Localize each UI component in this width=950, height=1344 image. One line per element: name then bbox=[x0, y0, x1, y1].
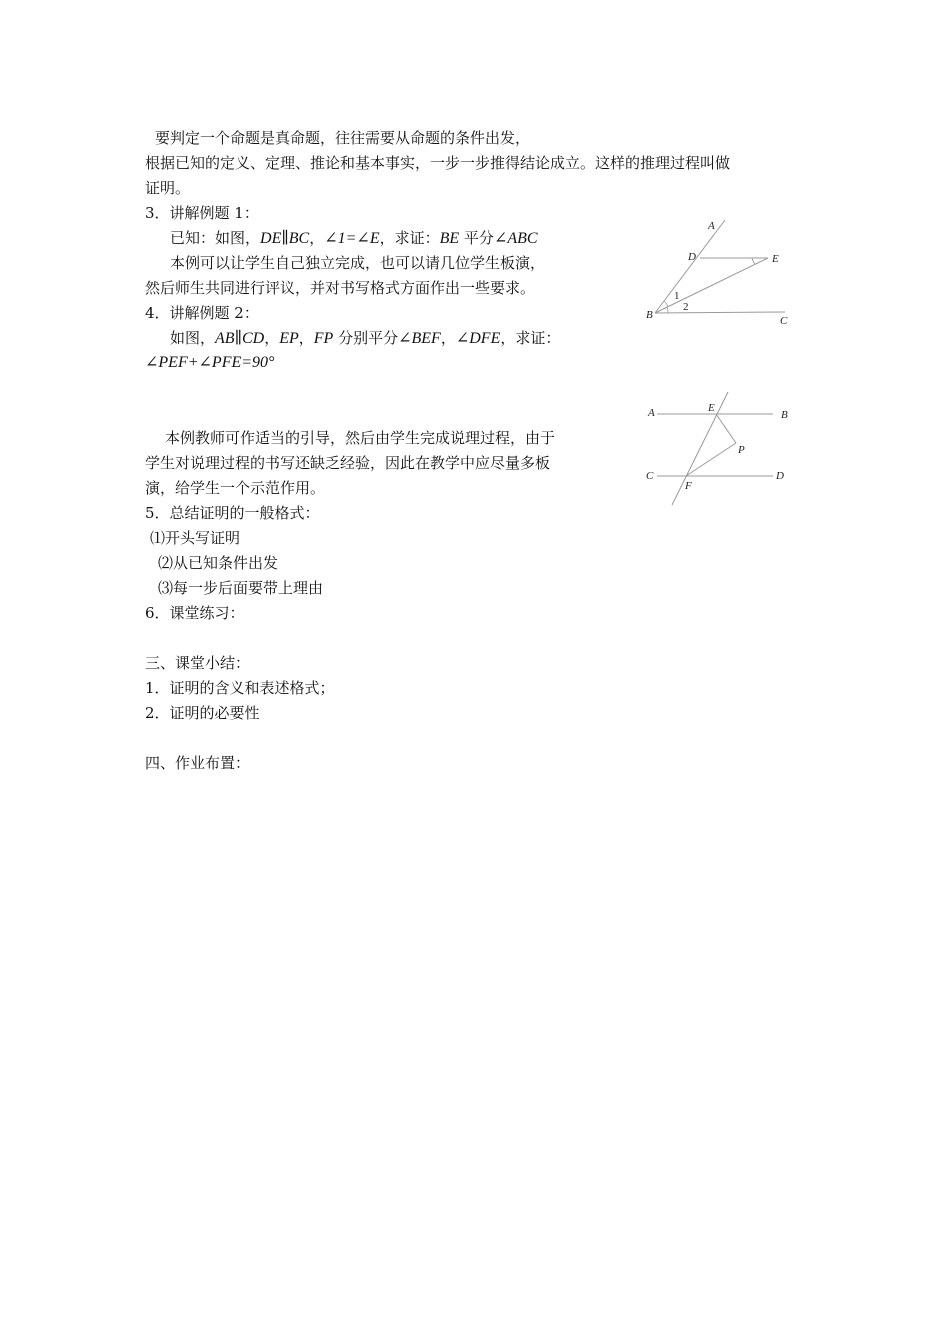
format-item-2: ⑵从已知条件出发 bbox=[158, 554, 279, 572]
intro-line-1: 要判定一个命题是真命题，往往需要从命题的条件出发， bbox=[155, 129, 531, 147]
bisect-text: 分别平分 bbox=[333, 329, 399, 347]
sep: ， bbox=[309, 229, 325, 247]
sep: ， bbox=[440, 329, 456, 347]
segment-be: BE bbox=[439, 230, 460, 247]
line-ba bbox=[655, 220, 725, 313]
example1-heading: 3．讲解例题 1： bbox=[145, 204, 259, 222]
line-be bbox=[655, 258, 768, 313]
example1-note-1: 本例可以让学生自己独立完成，也可以请几位学生板演， bbox=[170, 254, 546, 272]
example1-given bbox=[170, 226, 538, 251]
example2-conclusion: ∠PEF+∠PFE=90° bbox=[145, 354, 275, 371]
bisect-text: 平分 bbox=[459, 229, 494, 247]
example2-statement bbox=[170, 326, 560, 351]
line-ef-transversal bbox=[672, 392, 728, 505]
angle-2-arc bbox=[667, 307, 668, 313]
example2-note-1: 本例教师可作适当的引导，然后由学生完成说理过程，由于 bbox=[165, 429, 556, 447]
segment-ep: EP bbox=[279, 330, 299, 347]
angle-bef: ∠BEF bbox=[398, 330, 441, 347]
intro-line-2: 根据已知的定义、定理、推论和基本事实，一步一步推得结论成立。这样的推理过程叫做 bbox=[145, 154, 731, 172]
figure-1-diagram bbox=[640, 215, 810, 330]
section3-item-2: 2．证明的必要性 bbox=[145, 704, 260, 722]
angle-e-arc bbox=[752, 258, 755, 264]
sep: ， bbox=[264, 329, 280, 347]
label-e: E bbox=[772, 253, 779, 265]
label-b: B bbox=[781, 409, 788, 421]
example2-note-2: 学生对说理过程的书写还缺乏经验，因此在教学中应尽量多板 bbox=[145, 454, 551, 472]
angle-dfe: ∠DFE bbox=[455, 330, 501, 347]
label-b: B bbox=[646, 309, 653, 321]
line-fp bbox=[686, 443, 736, 476]
label-angle-1: 1 bbox=[674, 290, 680, 302]
example2-heading: 4．讲解例题 2： bbox=[145, 304, 259, 322]
prefix: 如图， bbox=[170, 329, 216, 347]
label-c: C bbox=[780, 315, 788, 327]
line-bc bbox=[655, 312, 785, 313]
label-angle-2: 2 bbox=[683, 301, 689, 313]
label-d: D bbox=[776, 470, 784, 482]
prove-text: ，求证： bbox=[500, 329, 561, 347]
format-item-1: ⑴开头写证明 bbox=[150, 529, 241, 547]
label-f: F bbox=[685, 480, 692, 492]
section3-heading: 三、课堂小结： bbox=[145, 654, 251, 672]
format-heading: 5．总结证明的一般格式： bbox=[145, 504, 320, 522]
example1-note-2: 然后师生共同进行评议，并对书写格式方面作出一些要求。 bbox=[145, 279, 536, 297]
angle-abc: ∠ABC bbox=[493, 230, 538, 247]
label-c: C bbox=[646, 470, 654, 482]
label-a: A bbox=[648, 407, 655, 419]
format-item-3: ⑶每一步后面要带上理由 bbox=[158, 579, 324, 597]
angle-equality: ∠1=∠E bbox=[324, 230, 380, 247]
label-d: D bbox=[688, 251, 696, 263]
de-parallel-bc: DE∥BC bbox=[260, 230, 310, 247]
given-prefix: 已知：如图， bbox=[170, 229, 261, 247]
label-a: A bbox=[708, 220, 715, 232]
line-ep bbox=[716, 414, 736, 443]
label-p: P bbox=[738, 444, 745, 456]
ab-parallel-cd: AB∥CD bbox=[215, 330, 265, 347]
section4-heading: 四、作业布置： bbox=[145, 754, 251, 772]
section3-item-1: 1．证明的含义和表述格式； bbox=[145, 679, 335, 697]
label-e: E bbox=[708, 402, 715, 414]
angle-1-arc bbox=[664, 301, 668, 307]
segment-fp: FP bbox=[313, 330, 334, 347]
example2-note-3: 演，给学生一个示范作用。 bbox=[145, 479, 326, 497]
intro-line-3: 证明。 bbox=[145, 179, 191, 197]
prove-prefix: ，求证： bbox=[379, 229, 440, 247]
practice-heading: 6．课堂练习： bbox=[145, 604, 245, 622]
figure-2-diagram bbox=[640, 388, 800, 508]
sep: ， bbox=[298, 329, 314, 347]
